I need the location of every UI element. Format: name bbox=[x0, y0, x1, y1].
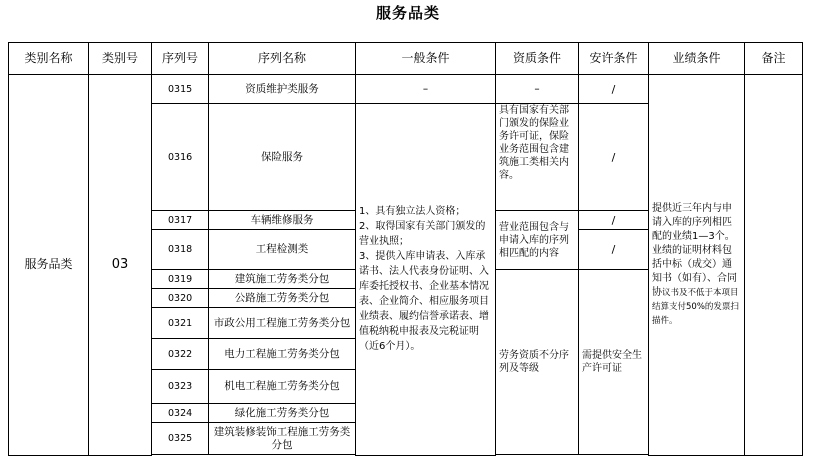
serial-name-cell: 公路施工劳务类分包 bbox=[209, 289, 356, 308]
serial-no-cell: 0319 bbox=[152, 270, 209, 289]
filler-cell bbox=[152, 455, 209, 456]
serial-name-cell: 车辆维修服务 bbox=[209, 211, 356, 230]
safety-slash-cell: / bbox=[579, 104, 649, 211]
serial-no-cell: 0315 bbox=[152, 75, 209, 104]
serial-no-cell: 0325 bbox=[152, 423, 209, 455]
header-remarks: 备注 bbox=[745, 43, 803, 75]
serial-name-cell: 建筑装修装饰工程施工劳务类分包 bbox=[209, 423, 356, 455]
serial-name-cell: 绿化施工劳务类分包 bbox=[209, 404, 356, 423]
category-name-cell: 服务品类 bbox=[9, 75, 89, 456]
general-condition-cell: 1、具有独立法人资格； 2、取得国家有关部门颁发的营业执照； 3、提供入库申请表、入库承诺书、法人代表身份证明、入库委托授权书、企业基本情况表、企业简介、相应服务项目业绩表、履约信誉承诺表、增值税纳税申报表及完税证明（近6个月）。 bbox=[356, 104, 496, 456]
header-category-name: 类别名称 bbox=[9, 43, 89, 75]
header-row bbox=[9, 43, 803, 75]
serial-name-cell: 工程检测类 bbox=[209, 230, 356, 270]
safety-slash-cell: / bbox=[579, 75, 649, 104]
serial-name-cell: 机电工程施工劳务类分包 bbox=[209, 370, 356, 404]
serial-no-cell: 0317 bbox=[152, 211, 209, 230]
serial-name-cell: 建筑施工劳务类分包 bbox=[209, 270, 356, 289]
table-row bbox=[9, 75, 803, 104]
serial-name-cell: 电力工程施工劳务类分包 bbox=[209, 339, 356, 370]
serial-name-cell: 保险服务 bbox=[209, 104, 356, 211]
header-serial-no: 序列号 bbox=[152, 43, 209, 75]
serial-no-cell: 0324 bbox=[152, 404, 209, 423]
header-qualification: 资质条件 bbox=[496, 43, 579, 75]
category-no-cell: 03 bbox=[89, 75, 152, 456]
service-category-table bbox=[8, 42, 803, 456]
serial-name-cell: 资质维护类服务 bbox=[209, 75, 356, 104]
qualification-labor-cell: 劳务资质不分序列及等级 bbox=[496, 270, 579, 455]
filler-cell bbox=[209, 455, 356, 456]
remarks-cell bbox=[745, 75, 803, 456]
safety-slash-cell: / bbox=[579, 230, 649, 270]
general-dash-cell: – bbox=[356, 75, 496, 104]
header-general-condition: 一般条件 bbox=[356, 43, 496, 75]
qualification-insurance-cell: 具有国家有关部门颁发的保险业务许可证，保险业务范围包含建筑施工类相关内容。 bbox=[496, 104, 579, 211]
filler-cell bbox=[496, 455, 579, 456]
safety-slash-cell: / bbox=[579, 211, 649, 230]
header-serial-name: 序列名称 bbox=[209, 43, 356, 75]
header-category-no: 类别号 bbox=[89, 43, 152, 75]
serial-no-cell: 0323 bbox=[152, 370, 209, 404]
safety-labor-cell: 需提供安全生产许可证 bbox=[579, 270, 649, 455]
header-achievement: 业绩条件 bbox=[649, 43, 745, 75]
serial-no-cell: 0316 bbox=[152, 104, 209, 211]
qualification-scope-cell: 营业范围包含与申请入库的序列相匹配的内容 bbox=[496, 211, 579, 270]
page-title: 服务品类 bbox=[375, 4, 440, 22]
serial-no-cell: 0318 bbox=[152, 230, 209, 270]
serial-no-cell: 0322 bbox=[152, 339, 209, 370]
qualification-dash-cell: – bbox=[496, 75, 579, 104]
serial-no-cell: 0320 bbox=[152, 289, 209, 308]
serial-name-cell: 市政公用工程施工劳务类分包 bbox=[209, 308, 356, 339]
filler-cell bbox=[579, 455, 649, 456]
achievement-cell bbox=[649, 75, 745, 456]
serial-no-cell: 0321 bbox=[152, 308, 209, 339]
achievement-text: 提供近三年内与申请入库的序列相匹配的业绩1—3个。业绩的证明材料包括中标（成交）通知书（如有）、合同协 bbox=[652, 202, 737, 298]
achievement-small-text: 议书及不低于本项目结算支付50%的发票扫描件。 bbox=[652, 287, 739, 326]
header-safety-permit: 安许条件 bbox=[579, 43, 649, 75]
